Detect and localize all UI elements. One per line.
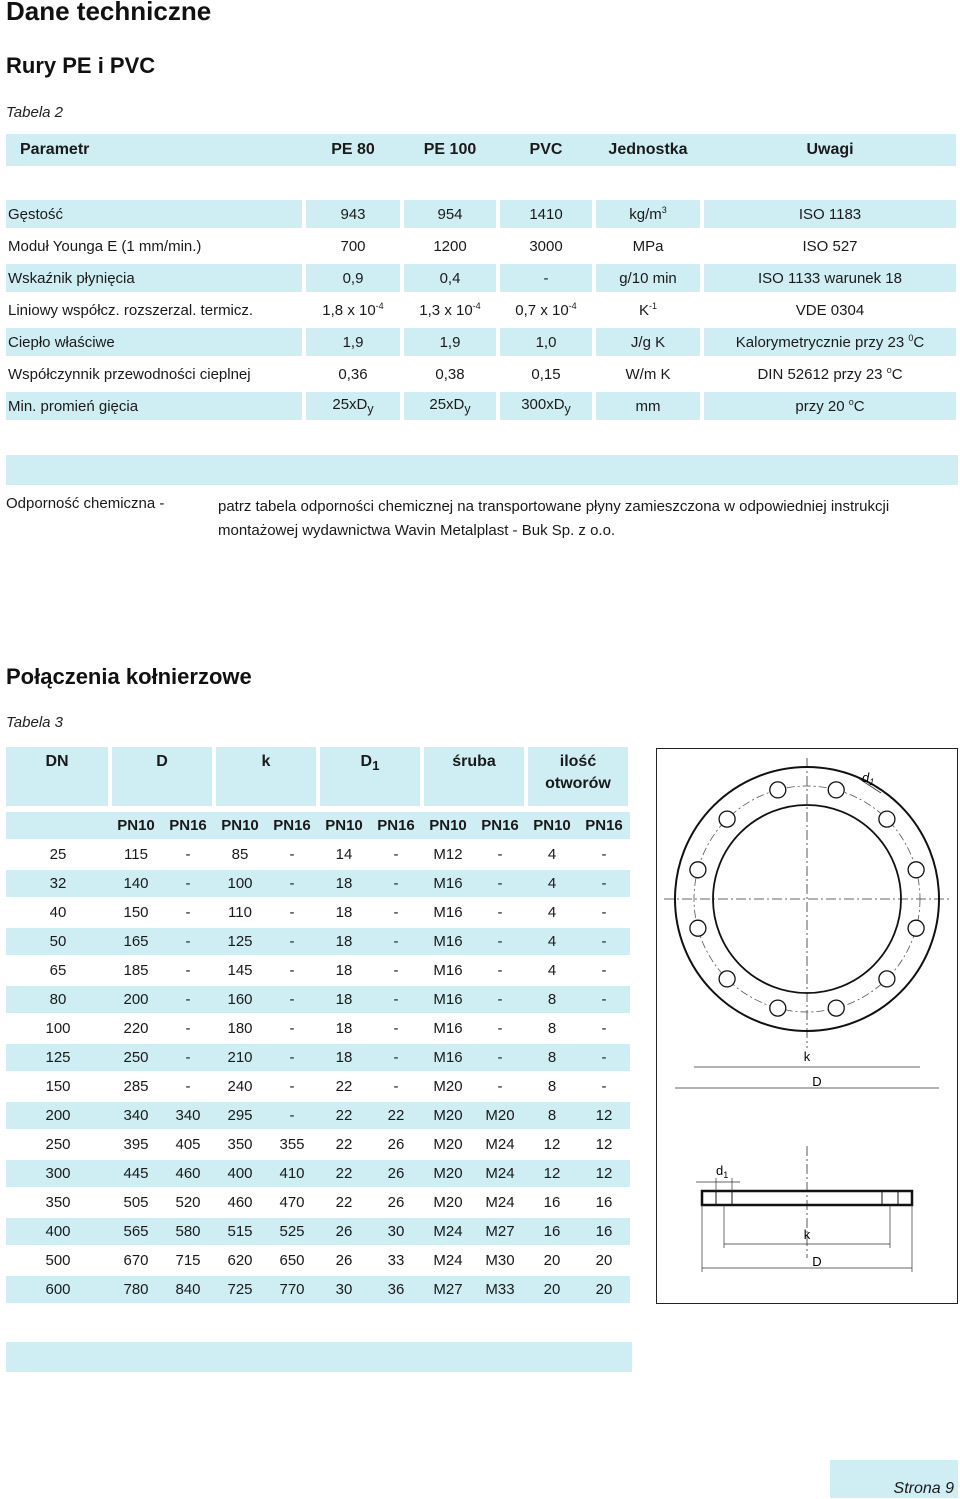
bolt-hole xyxy=(908,862,924,878)
value-cell: 250 xyxy=(110,1044,162,1071)
value-cell: 16 xyxy=(578,1218,630,1245)
value-cell: M16 xyxy=(422,928,474,955)
unit-cell: g/10 min xyxy=(596,264,700,292)
param-cell: Ciepło właściwe xyxy=(6,328,302,356)
value-cell: M12 xyxy=(433,846,463,863)
value-cell: - xyxy=(474,928,526,955)
value-cell: 26 xyxy=(335,1252,353,1269)
value-cell: 18 xyxy=(335,962,353,979)
chem-resistance-text: patrz tabela odporności chemicznej na transportowane płyny zamieszczona w odpowiedniej instrukcji montażowej wydawnictwa Wavin Metalplast - Buk Sp. z o.o. xyxy=(218,498,890,539)
value-cell: M20 xyxy=(433,1194,463,1211)
value-cell: 295 xyxy=(214,1102,266,1129)
note-cell: ISO 527 xyxy=(704,232,956,260)
value-cell: 20 xyxy=(578,1276,630,1303)
chem-resistance-label: Odporność chemiczna - xyxy=(6,495,165,512)
param-cell: Wskaźnik płynięcia xyxy=(6,264,302,292)
unit-cell: W/m K xyxy=(596,360,700,388)
table-row xyxy=(6,1276,630,1303)
value-cell: 185 xyxy=(123,962,149,979)
value-cell: 30 xyxy=(370,1218,422,1245)
value-cell: 26 xyxy=(318,1218,370,1245)
dn-cell: 32 xyxy=(6,870,110,897)
bolt-hole xyxy=(719,811,735,827)
value-cell: - xyxy=(289,904,295,921)
value-cell: - xyxy=(578,1044,630,1071)
value-cell: M24 xyxy=(433,1252,463,1269)
value-cell: 725 xyxy=(214,1276,266,1303)
table2-caption: Tabela 2 xyxy=(6,104,63,121)
value-cell: - xyxy=(185,904,191,921)
value-cell: 240 xyxy=(227,1078,253,1095)
note-cell: ISO 1183 xyxy=(704,200,956,228)
pe100-cell: 0,4 xyxy=(404,264,496,292)
value-cell: 410 xyxy=(266,1160,318,1187)
pn-label: PN16 xyxy=(162,812,214,839)
diagram-k-label: k xyxy=(803,1049,811,1064)
section-heading-flanges: Połączenia kołnierzowe xyxy=(6,664,252,689)
unit-cell: MPa xyxy=(596,232,700,260)
bolt-hole xyxy=(690,862,706,878)
dn-cell: 300 xyxy=(6,1160,110,1187)
note-cell: ISO 1133 warunek 18 xyxy=(704,264,956,292)
value-cell: - xyxy=(497,846,503,863)
col-header-sruba: śruba xyxy=(424,747,524,806)
pn-label: PN10 xyxy=(422,812,474,839)
value-cell: 18 xyxy=(335,904,353,921)
dn-cell: 80 xyxy=(6,986,110,1013)
pvc-cell: $300xD_y$ xyxy=(500,392,592,420)
value-cell: - xyxy=(474,986,526,1013)
value-cell: M30 xyxy=(485,1252,515,1269)
value-cell: 18 xyxy=(335,1020,353,1037)
note-cell: Kalorymetrycznie przy 23 $^0$C xyxy=(704,328,956,356)
value-cell: - xyxy=(601,962,607,979)
bolt-hole xyxy=(879,811,895,827)
dn-cell: 150 xyxy=(45,1078,71,1095)
value-cell: - xyxy=(185,1078,191,1095)
value-cell: 285 xyxy=(123,1078,149,1095)
diagram-D-side-label: D xyxy=(812,1254,822,1269)
value-cell: - xyxy=(185,962,191,979)
value-cell: 12 xyxy=(543,1136,561,1153)
page-title: Dane techniczne xyxy=(6,0,212,26)
value-cell: - xyxy=(393,962,399,979)
value-cell: - xyxy=(497,1020,503,1037)
pe80-cell: 0,36 xyxy=(306,360,400,388)
value-cell: - xyxy=(185,846,191,863)
pe100-cell: 0,38 xyxy=(404,360,496,388)
value-cell: M16 xyxy=(422,870,474,897)
value-cell: - xyxy=(393,1078,399,1095)
value-cell: 210 xyxy=(214,1044,266,1071)
value-cell: 350 xyxy=(227,1136,253,1153)
value-cell: - xyxy=(162,986,214,1013)
bolt-hole xyxy=(770,1000,786,1016)
value-cell: M24 xyxy=(474,1160,526,1187)
page-number: Strona 9 xyxy=(893,1480,954,1497)
note-cell: DIN 52612 przy 23 $^o$C xyxy=(704,360,956,388)
col-header-parametr: Parametr xyxy=(6,134,302,166)
value-cell: 12 xyxy=(578,1160,630,1187)
pe100-cell: 1,3 x $10^{-4}$ xyxy=(404,296,496,324)
value-cell: - xyxy=(601,904,607,921)
pn-label: PN16 xyxy=(474,812,526,839)
param-cell: Min. promień gięcia xyxy=(6,392,302,420)
value-cell: 395 xyxy=(123,1136,149,1153)
value-cell: 8 xyxy=(526,1102,578,1129)
dn-cell: 200 xyxy=(6,1102,110,1129)
dn-cell: 100 xyxy=(45,1020,71,1037)
value-cell: M33 xyxy=(474,1276,526,1303)
value-cell: 340 xyxy=(110,1102,162,1129)
value-cell: 16 xyxy=(526,1218,578,1245)
table-row xyxy=(6,1015,630,1042)
section-heading-pipes: Rury PE i PVC xyxy=(6,53,156,78)
value-cell: 100 xyxy=(214,870,266,897)
value-cell: 505 xyxy=(123,1194,149,1211)
value-cell: 340 xyxy=(162,1102,214,1129)
value-cell: 220 xyxy=(123,1020,149,1037)
value-cell: - xyxy=(578,870,630,897)
table3-footer-bar xyxy=(6,1342,632,1372)
value-cell: - xyxy=(601,1078,607,1095)
note-cell: przy 20 $^o$C xyxy=(704,392,956,420)
value-cell: - xyxy=(289,1078,295,1095)
value-cell: 400 xyxy=(214,1160,266,1187)
value-cell: 20 xyxy=(595,1252,613,1269)
pn-label: PN16 xyxy=(578,812,630,839)
table2-footer-bar xyxy=(6,455,958,485)
value-cell: M16 xyxy=(433,904,463,921)
col-header-ilosc: ilość otworów xyxy=(528,747,628,806)
value-cell: 4 xyxy=(526,928,578,955)
value-cell: 18 xyxy=(318,928,370,955)
value-cell: - xyxy=(393,1020,399,1037)
value-cell: - xyxy=(370,986,422,1013)
table-3 xyxy=(6,810,630,1305)
param-cell: Gęstość xyxy=(6,200,302,228)
value-cell: - xyxy=(185,1020,191,1037)
value-cell: 180 xyxy=(227,1020,253,1037)
value-cell: - xyxy=(370,928,422,955)
value-cell: 30 xyxy=(318,1276,370,1303)
value-cell: 160 xyxy=(214,986,266,1013)
value-cell: - xyxy=(370,870,422,897)
value-cell: 200 xyxy=(110,986,162,1013)
pn-label: PN10 xyxy=(318,812,370,839)
unit-cell: mm xyxy=(596,392,700,420)
value-cell: 445 xyxy=(110,1160,162,1187)
value-cell: 125 xyxy=(214,928,266,955)
value-cell: 405 xyxy=(175,1136,201,1153)
value-cell: - xyxy=(266,986,318,1013)
value-cell: 515 xyxy=(214,1218,266,1245)
param-cell: Liniowy współcz. rozszerzal. termicz. xyxy=(6,296,302,324)
pe80-cell: $25xD_y$ xyxy=(306,392,400,420)
dn-cell: 250 xyxy=(45,1136,71,1153)
dn-cell: 400 xyxy=(6,1218,110,1245)
value-cell: 36 xyxy=(370,1276,422,1303)
value-cell: - xyxy=(289,846,295,863)
value-cell: - xyxy=(289,962,295,979)
unit-cell: $kg/m^3$ xyxy=(596,200,700,228)
value-cell: 165 xyxy=(110,928,162,955)
value-cell: - xyxy=(266,870,318,897)
value-cell: M24 xyxy=(485,1136,515,1153)
value-cell: M16 xyxy=(433,1020,463,1037)
value-cell: - xyxy=(497,1078,503,1095)
pn-label: PN16 xyxy=(370,812,422,839)
table-2 xyxy=(6,130,956,424)
pvc-cell: 3000 xyxy=(500,232,592,260)
value-cell: 22 xyxy=(335,1194,353,1211)
value-cell: 85 xyxy=(231,846,249,863)
value-cell: - xyxy=(578,986,630,1013)
value-cell: 20 xyxy=(543,1252,561,1269)
value-cell: 26 xyxy=(370,1160,422,1187)
value-cell: - xyxy=(601,846,607,863)
diagram-k-side-label: k xyxy=(803,1227,811,1242)
dn-cell: 350 xyxy=(45,1194,71,1211)
table-row xyxy=(6,200,956,228)
col-header-uwagi: Uwagi xyxy=(704,134,956,166)
value-cell: M24 xyxy=(422,1218,474,1245)
value-cell: 460 xyxy=(162,1160,214,1187)
value-cell: - xyxy=(497,904,503,921)
pe100-cell: 1,9 xyxy=(404,328,496,356)
table-row xyxy=(6,870,630,897)
dn-cell: 25 xyxy=(49,846,67,863)
table-row xyxy=(6,328,956,356)
table-row xyxy=(6,1131,630,1158)
col-header-pvc: PVC xyxy=(500,134,592,166)
value-cell: 520 xyxy=(175,1194,201,1211)
value-cell: M24 xyxy=(485,1194,515,1211)
value-cell: - xyxy=(162,870,214,897)
value-cell: 22 xyxy=(370,1102,422,1129)
pe100-cell: $25xD_y$ xyxy=(404,392,496,420)
value-cell: 460 xyxy=(227,1194,253,1211)
value-cell: M20 xyxy=(422,1102,474,1129)
table-row xyxy=(6,986,630,1013)
value-cell: 8 xyxy=(526,986,578,1013)
page-footer xyxy=(830,1460,958,1498)
value-cell: 8 xyxy=(547,1020,557,1037)
table3-header xyxy=(2,747,632,806)
value-cell: M20 xyxy=(433,1078,463,1095)
value-cell: 4 xyxy=(526,870,578,897)
pe80-cell: 700 xyxy=(306,232,400,260)
col-header-d: D xyxy=(112,747,212,806)
value-cell: - xyxy=(266,1102,318,1129)
table-row xyxy=(6,1044,630,1071)
value-cell: - xyxy=(162,928,214,955)
table-row xyxy=(6,1160,630,1187)
value-cell: 650 xyxy=(279,1252,305,1269)
value-cell: M20 xyxy=(433,1136,463,1153)
table-row xyxy=(6,232,956,260)
pe100-cell: 1200 xyxy=(404,232,496,260)
diagram-d1-side-label: $d_1$ xyxy=(716,1163,729,1180)
value-cell: 145 xyxy=(227,962,253,979)
table2-header xyxy=(6,134,956,166)
value-cell: - xyxy=(497,962,503,979)
pe100-cell: 954 xyxy=(404,200,496,228)
pn-label: PN10 xyxy=(214,812,266,839)
value-cell: 18 xyxy=(318,1044,370,1071)
pvc-cell: 1410 xyxy=(500,200,592,228)
value-cell: 715 xyxy=(175,1252,201,1269)
col-header-k: k xyxy=(216,747,316,806)
col-header-jednostka: Jednostka xyxy=(596,134,700,166)
bolt-hole xyxy=(879,971,895,987)
value-cell: M27 xyxy=(422,1276,474,1303)
value-cell: 470 xyxy=(279,1194,305,1211)
value-cell: M20 xyxy=(422,1160,474,1187)
value-cell: - xyxy=(266,1044,318,1071)
col-header-d1: $D_1$ xyxy=(320,747,420,806)
table-row xyxy=(6,841,630,868)
value-cell: 620 xyxy=(227,1252,253,1269)
pvc-cell: 0,7 x $10^{-4}$ xyxy=(500,296,592,324)
value-cell: 26 xyxy=(387,1136,405,1153)
value-cell: 16 xyxy=(595,1194,613,1211)
value-cell: M27 xyxy=(474,1218,526,1245)
bolt-hole xyxy=(719,971,735,987)
dn-cell: 40 xyxy=(49,904,67,921)
pvc-cell: - xyxy=(500,264,592,292)
value-cell: 110 xyxy=(228,904,252,921)
value-cell: - xyxy=(393,904,399,921)
value-cell: M16 xyxy=(433,962,463,979)
value-cell: - xyxy=(474,870,526,897)
value-cell: 525 xyxy=(266,1218,318,1245)
value-cell: 150 xyxy=(123,904,149,921)
pn-label: PN10 xyxy=(526,812,578,839)
table-row xyxy=(6,1073,630,1100)
pe80-cell: 1,8 x $10^{-4}$ xyxy=(306,296,400,324)
param-cell: Moduł Younga E (1 mm/min.) xyxy=(6,232,302,260)
dn-cell: 500 xyxy=(45,1252,71,1269)
pe80-cell: 943 xyxy=(306,200,400,228)
value-cell: M20 xyxy=(474,1102,526,1129)
table-row xyxy=(6,957,630,984)
bolt-hole xyxy=(908,920,924,936)
bolt-hole xyxy=(828,782,844,798)
value-cell: 18 xyxy=(318,986,370,1013)
table-row xyxy=(6,392,956,420)
value-cell: - xyxy=(370,1044,422,1071)
table3-caption: Tabela 3 xyxy=(6,714,63,731)
value-cell: 4 xyxy=(547,846,557,863)
table-row xyxy=(6,899,630,926)
note-cell: VDE 0304 xyxy=(704,296,956,324)
value-cell: 12 xyxy=(578,1102,630,1129)
bolt-hole xyxy=(828,1000,844,1016)
value-cell: 14 xyxy=(335,846,353,863)
value-cell: 115 xyxy=(124,846,148,863)
unit-cell: $K^{-1}$ xyxy=(596,296,700,324)
dn-cell: 50 xyxy=(6,928,110,955)
col-header-dn: DN xyxy=(6,747,108,806)
diagram-d1-label: $d_1$ xyxy=(862,770,875,787)
bolt-hole xyxy=(690,920,706,936)
value-cell: 8 xyxy=(526,1044,578,1071)
value-cell: - xyxy=(266,928,318,955)
table-row xyxy=(6,1247,630,1274)
param-cell: Współczynnik przewodności cieplnej xyxy=(6,360,302,388)
value-cell: 770 xyxy=(266,1276,318,1303)
value-cell: 12 xyxy=(595,1136,613,1153)
value-cell: 8 xyxy=(547,1078,557,1095)
value-cell: 22 xyxy=(318,1160,370,1187)
pn-label: PN16 xyxy=(266,812,318,839)
table-row xyxy=(6,1189,630,1216)
dn-cell: 65 xyxy=(49,962,67,979)
value-cell: 33 xyxy=(387,1252,405,1269)
value-cell: 670 xyxy=(123,1252,149,1269)
table3-subheader xyxy=(6,812,630,839)
flange-diagram xyxy=(656,748,958,1304)
value-cell: - xyxy=(162,1044,214,1071)
table-row xyxy=(6,928,630,955)
pe80-cell: 1,9 xyxy=(306,328,400,356)
value-cell: M16 xyxy=(422,986,474,1013)
table-row xyxy=(6,1218,630,1245)
value-cell: 18 xyxy=(318,870,370,897)
value-cell: 355 xyxy=(279,1136,305,1153)
pn-label: PN10 xyxy=(110,812,162,839)
value-cell: 20 xyxy=(526,1276,578,1303)
table-row xyxy=(6,264,956,292)
value-cell: 26 xyxy=(387,1194,405,1211)
value-cell: - xyxy=(289,1020,295,1037)
value-cell: 16 xyxy=(543,1194,561,1211)
pe80-cell: 0,9 xyxy=(306,264,400,292)
value-cell: M16 xyxy=(422,1044,474,1071)
unit-cell: J/g K xyxy=(596,328,700,356)
value-cell: 780 xyxy=(110,1276,162,1303)
value-cell: 12 xyxy=(526,1160,578,1187)
value-cell: - xyxy=(393,846,399,863)
table-row xyxy=(6,296,956,324)
col-header-pe80: PE 80 xyxy=(306,134,400,166)
value-cell: 840 xyxy=(162,1276,214,1303)
value-cell: - xyxy=(474,1044,526,1071)
col-header-pe100: PE 100 xyxy=(404,134,496,166)
bolt-hole xyxy=(770,782,786,798)
value-cell: 22 xyxy=(335,1136,353,1153)
value-cell: - xyxy=(601,1020,607,1037)
value-cell: 580 xyxy=(162,1218,214,1245)
value-cell: 140 xyxy=(110,870,162,897)
value-cell: 4 xyxy=(547,904,557,921)
diagram-D-label: D xyxy=(812,1074,822,1089)
pvc-cell: 1,0 xyxy=(500,328,592,356)
value-cell: - xyxy=(578,928,630,955)
dn-cell: 600 xyxy=(6,1276,110,1303)
value-cell: 565 xyxy=(110,1218,162,1245)
value-cell: 22 xyxy=(318,1102,370,1129)
table-row xyxy=(6,1102,630,1129)
dn-cell: 125 xyxy=(6,1044,110,1071)
pvc-cell: 0,15 xyxy=(500,360,592,388)
table-row xyxy=(6,360,956,388)
value-cell: 22 xyxy=(335,1078,353,1095)
value-cell: 4 xyxy=(547,962,557,979)
